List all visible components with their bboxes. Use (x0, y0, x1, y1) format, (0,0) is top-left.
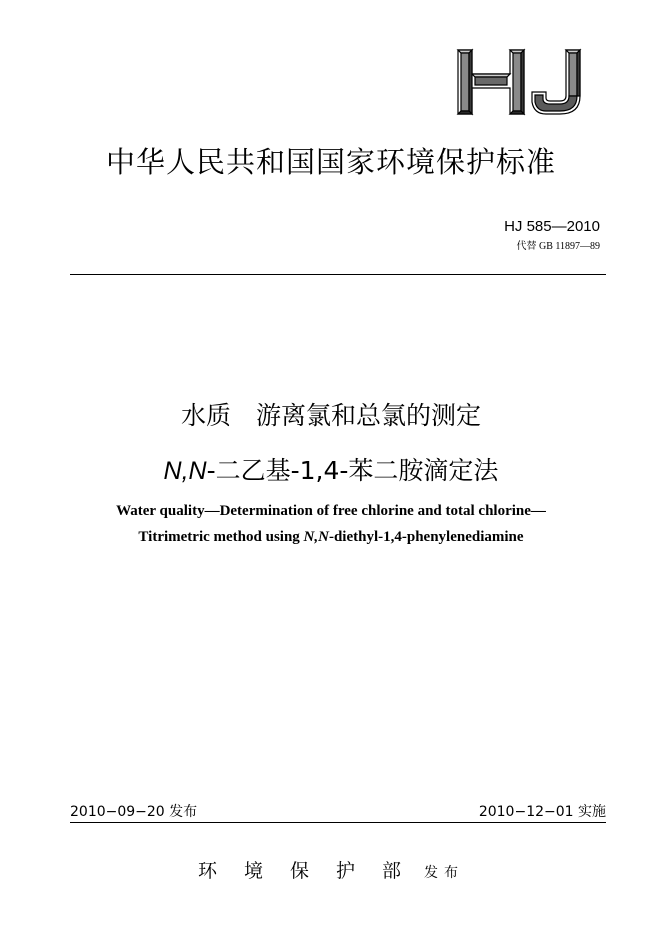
standard-category-title: 中华人民共和国国家环境保护标准 (105, 145, 556, 179)
english-title-prefix: Titrimetric method using (138, 529, 304, 545)
hj-logo (454, 44, 592, 120)
issuing-authority: 环境保护部 (197, 860, 428, 882)
chinese-title-line-1: 水质 游离氯和总氯的测定 (180, 401, 481, 430)
english-title-suffix: -diethyl-1,4-phenylenediamine (328, 529, 524, 545)
standard-code: HJ 585—2010 (504, 218, 600, 235)
english-title-italic-part: N,N (303, 529, 329, 545)
implementation-date: 2010−12−01 实施 (478, 804, 606, 820)
header-divider (70, 274, 606, 275)
chinese-title-italic-part: N,N (163, 457, 207, 485)
footer-divider (70, 822, 606, 823)
hj-logo-graphic (454, 44, 592, 120)
replaces-standard: 代替 GB 11897—89 (516, 241, 600, 252)
issue-date: 2010−09−20 发布 (70, 804, 198, 820)
issuer-line (0, 856, 662, 883)
english-title-line-1: Water quality—Determination of free chlorine and total chlorine— (116, 503, 546, 519)
english-title-line-2 (0, 529, 662, 546)
chinese-title-method: -二乙基-1,4-苯二胺滴定法 (206, 456, 499, 485)
standard-code-block (504, 218, 600, 252)
publish-label: 发布 (424, 865, 464, 881)
chinese-title-line-2 (0, 451, 662, 487)
